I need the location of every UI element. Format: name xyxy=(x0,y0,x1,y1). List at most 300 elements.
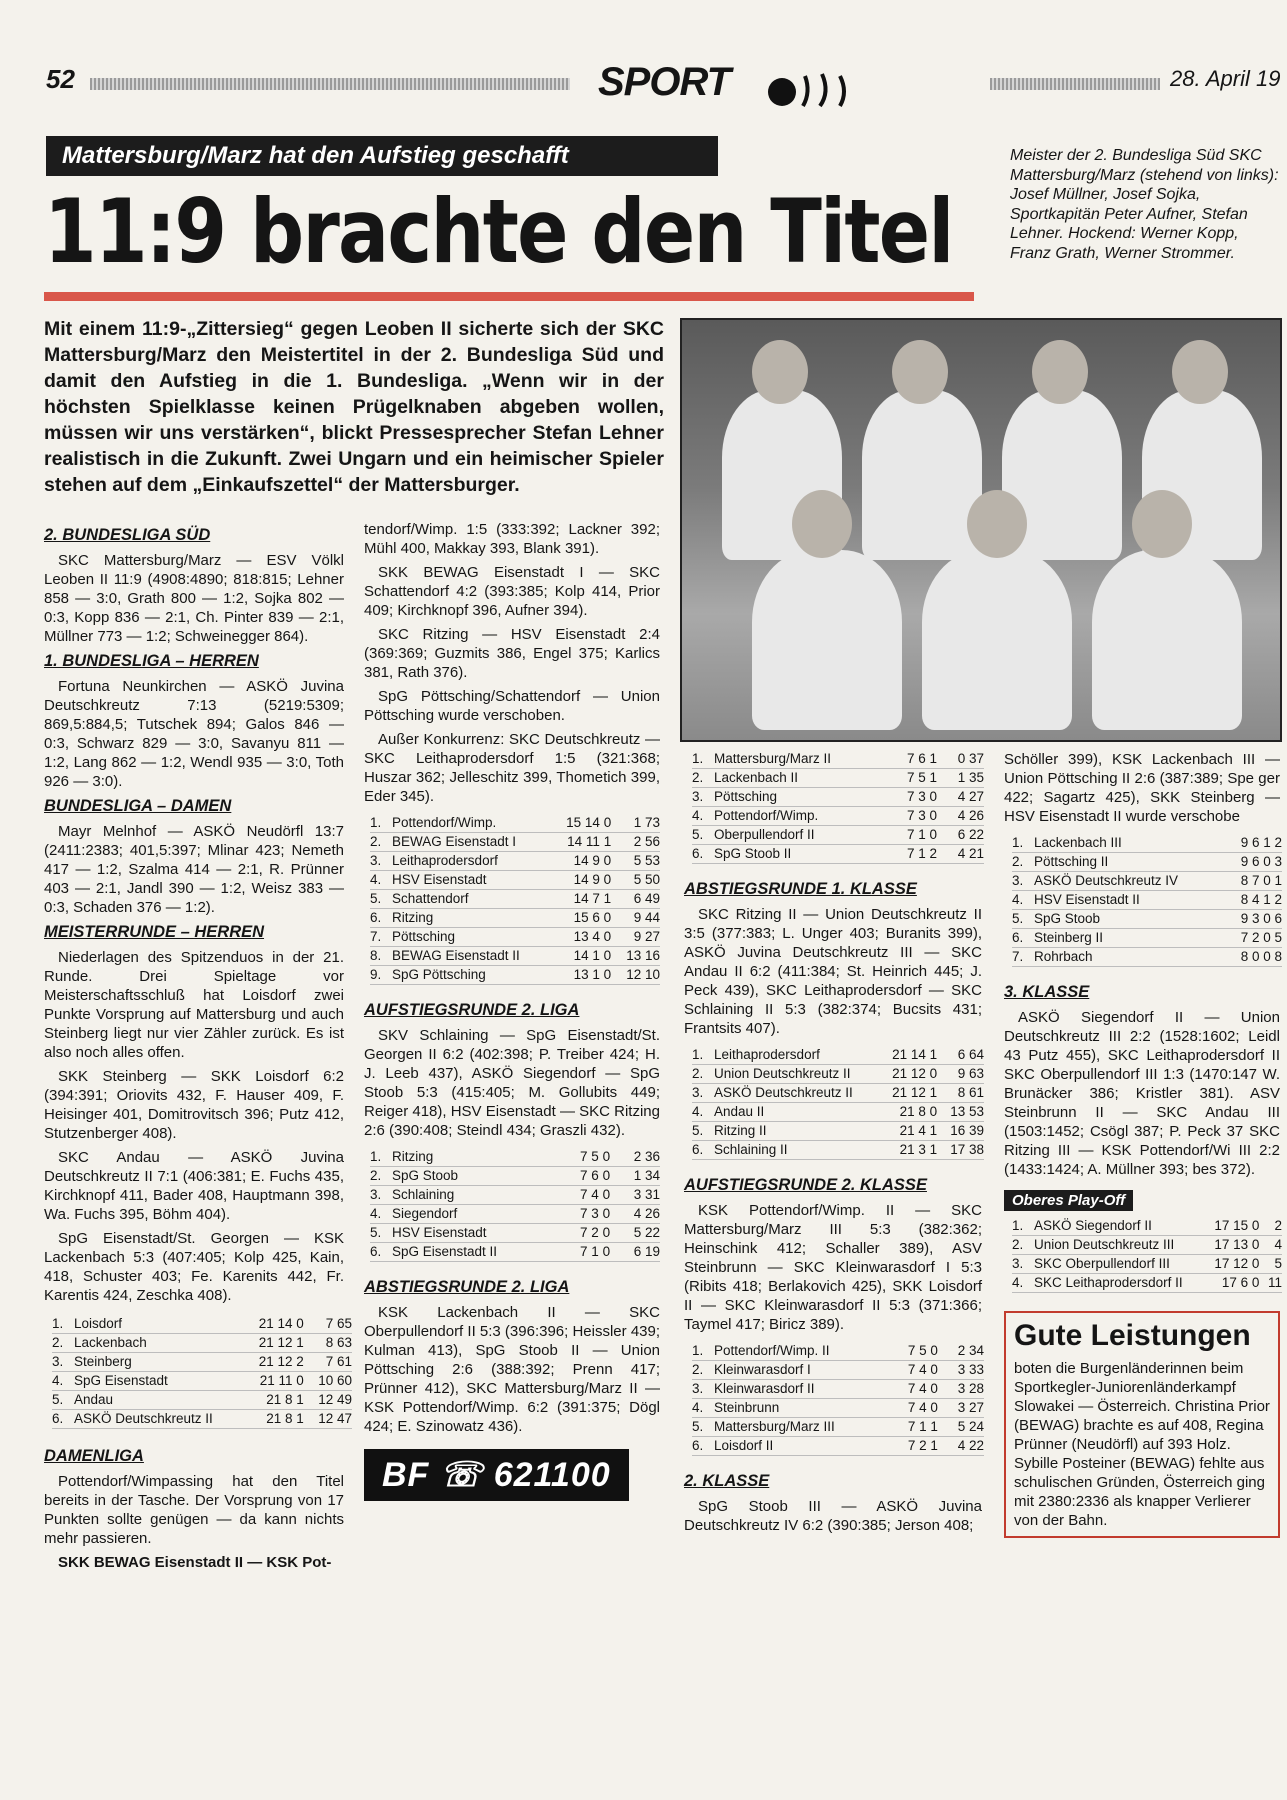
result-text: SpG Pöttsching/Schattendorf — Union Pöttsching wurde verschoben. xyxy=(364,688,660,724)
table-cell: Pottendorf/Wimp. II xyxy=(714,1343,830,1358)
table-row xyxy=(370,1148,660,1167)
result-text: SKK BEWAG Eisenstadt II — KSK Pot- xyxy=(58,1554,332,1571)
table-cell: 5. xyxy=(692,1123,704,1138)
table-cell: 7 6 0 xyxy=(580,1168,611,1183)
table-cell: Lackenbach xyxy=(74,1335,147,1350)
table-row xyxy=(1012,1255,1282,1274)
table-cell: 1 73 xyxy=(633,815,660,830)
table-cell: Oberpullendorf II xyxy=(714,827,815,842)
result-text: SKC Mattersburg/Marz — ESV Völkl Leoben II 11:9 (4908:4890; 818:815; Lehner 858 — 3:0, Grath 800 — 1:2, Sojka 802 — 0:3, Kopp 836 — 2:1, Ch. Pinter 839 — 2:1, Müllner 773 — 1:2; Schweinegger 864). xyxy=(44,552,344,645)
table-cell: Loisdorf xyxy=(74,1316,123,1331)
table-cell: 13 16 xyxy=(626,948,660,963)
table-cell: Andau II xyxy=(714,1104,765,1119)
table-cell: 6. xyxy=(692,846,704,861)
table-cell: SpG Eisenstadt xyxy=(74,1373,168,1388)
result-text: KSK Pottendorf/Wimp. II — SKC Mattersburg/Marz III 5:3 (382:362; Heinschink 412; Schaller 389), ASV Steinbrunn — SKC Kleinwarasdorf I 5:3 (Ribits 418; Berlakovich 425), SKK Loisdorf II — SKC Kleinwarasdorf II 5:3 (371:366; Taymel 417; Biricz 389). xyxy=(684,1202,982,1333)
table-cell: 7 5 1 xyxy=(906,770,937,785)
table-cell: 9. xyxy=(370,967,382,982)
table-cell: 14 9 0 xyxy=(573,853,612,868)
header-rule-left xyxy=(90,78,570,90)
table-cell: 7 4 0 xyxy=(907,1381,938,1396)
table-row xyxy=(52,1410,352,1429)
table-cell: 1. xyxy=(370,815,382,830)
table-cell: 8 63 xyxy=(325,1335,352,1350)
table-cell: 2. xyxy=(1012,854,1024,869)
table-row xyxy=(692,1361,984,1380)
table-cell: SpG Stoob II xyxy=(714,846,792,861)
table-row xyxy=(692,1437,984,1456)
section-title: ABSTIEGSRUNDE 1. KLASSE xyxy=(684,880,917,898)
table-cell: 3. xyxy=(1012,1256,1024,1271)
table-cell: 1. xyxy=(1012,1218,1024,1233)
table-row xyxy=(1012,872,1282,891)
table-cell: 4 xyxy=(1274,1237,1282,1252)
table-cell: BEWAG Eisenstadt II xyxy=(392,948,520,963)
table-cell: 3. xyxy=(1012,873,1024,888)
table-cell: 7 4 0 xyxy=(907,1362,938,1377)
table-cell: 6 49 xyxy=(633,891,660,906)
table-cell: SpG Eisenstadt II xyxy=(392,1244,498,1259)
article-text: Niederlagen des Spitzenduos in der 21. Runde. Drei Spieltage vor Meisterschaftsschluß hat Loisdorf zwei Punkte Vorsprung auf Mattersburg und auch Steinberg liegt nur vier Zähler zurück. Es ist also noch alles offen. xyxy=(44,949,344,1061)
table-cell: 12 47 xyxy=(318,1411,352,1426)
result-text: SKK BEWAG Eisenstadt I — SKC Schattendorf 4:2 (393:385; Kolp 414, Prior 409; Kirchknopf 396, Aufner 394). xyxy=(364,564,660,619)
table-cell: 3. xyxy=(692,1085,704,1100)
table-cell: 8 7 0 1 xyxy=(1240,873,1282,888)
table-cell: 5 22 xyxy=(633,1225,660,1240)
table-cell: Lackenbach III xyxy=(1034,835,1122,850)
table-row xyxy=(692,1380,984,1399)
section-title: 2. BUNDESLIGA SÜD xyxy=(44,526,211,544)
table-cell: 4. xyxy=(1012,892,1024,907)
table-cell: 7 2 0 xyxy=(580,1225,611,1240)
table-row xyxy=(52,1391,352,1410)
table-cell: 8 61 xyxy=(957,1085,984,1100)
table-row xyxy=(370,852,660,871)
table-row xyxy=(370,1243,660,1262)
section-title: ABSTIEGSRUNDE 2. LIGA xyxy=(364,1278,570,1296)
headline-underline xyxy=(44,292,974,301)
column-3 xyxy=(684,750,982,1540)
table-cell: 4. xyxy=(692,808,704,823)
table-cell: 2. xyxy=(692,1066,704,1081)
table-row xyxy=(370,966,660,985)
table-row xyxy=(692,845,984,864)
table-cell: 4. xyxy=(1012,1275,1024,1290)
column-2 xyxy=(364,520,660,1501)
standings-table xyxy=(692,1046,984,1160)
table-cell: Leithaprodersdorf xyxy=(392,853,498,868)
lead-paragraph: Mit einem 11:9-„Zittersieg“ gegen Leoben II sicherte sich der SKC Mattersburg/Marz den Meistertitel in der 2. Bundesliga Süd und damit den Aufstieg in die 1. Bundesliga. „Wenn wir in der höchsten Spielklasse keinen Prügelknaben abgeben wollen, müssen wir uns verstärken“, blickt Pressesprecher Stefan Lehner realistisch in die Zukunft. Zwei Ungarn und ein heimischer Spieler stehen auf dem „Einkaufszettel“ der Mattersburger. xyxy=(44,318,664,496)
table-cell: 5 xyxy=(1274,1256,1282,1271)
table-cell: 21 12 0 xyxy=(892,1066,938,1081)
table-cell: Schattendorf xyxy=(392,891,469,906)
team-photo xyxy=(680,318,1282,742)
table-cell: 6. xyxy=(1012,930,1024,945)
table-cell: 6. xyxy=(692,1438,704,1453)
table-cell: Rohrbach xyxy=(1034,949,1093,964)
table-cell: SpG Stoob xyxy=(392,1168,459,1183)
result-text: KSK Lackenbach II — SKC Oberpullendorf II 5:3 (396:396; Heissler 439; Kulman 413), SpG Stoob II — Union Pöttsching 2:6 (388:392; Prenn 417; Prünner 412), SKC Mattersburg/Marz II — KSK Pottendorf/Wimp. 6:2 (391:375; Dögl 424; E. Szinowatz 436). xyxy=(364,1304,661,1435)
table-cell: 13 53 xyxy=(950,1104,984,1119)
table-cell: 15 14 0 xyxy=(566,815,612,830)
table-cell: 7 4 0 xyxy=(907,1400,938,1415)
table-row xyxy=(370,909,660,928)
table-cell: 5 24 xyxy=(957,1419,984,1434)
table-cell: 3 31 xyxy=(633,1187,660,1202)
standings-table xyxy=(692,1342,984,1456)
table-cell: 9 27 xyxy=(633,929,660,944)
result-text: SpG Eisenstadt/St. Georgen — KSK Lackenbach 5:3 (407:405; Kolp 425, Kain, 418, Schuster 403; Fe. Karenits 442, Fr. Karentis 424, Zeschka 408). xyxy=(44,1230,344,1304)
table-cell: 4 26 xyxy=(633,1206,660,1221)
table-row xyxy=(370,814,660,833)
table-cell: 1. xyxy=(1012,835,1024,850)
table-row xyxy=(1012,834,1282,853)
box-title: Gute Leistungen xyxy=(1014,1319,1251,1352)
table-row xyxy=(370,833,660,852)
standings-table xyxy=(370,814,660,985)
table-cell: Loisdorf II xyxy=(714,1438,774,1453)
table-cell: 9 3 0 6 xyxy=(1240,911,1282,926)
table-cell: 16 39 xyxy=(950,1123,984,1138)
table-cell: 11 xyxy=(1267,1275,1282,1290)
table-cell: HSV Eisenstadt II xyxy=(1034,892,1140,907)
table-cell: HSV Eisenstadt xyxy=(392,872,487,887)
table-cell: 4. xyxy=(370,872,382,887)
table-row xyxy=(370,871,660,890)
table-cell: 2. xyxy=(692,770,704,785)
table-cell: 4. xyxy=(370,1206,382,1221)
table-cell: 1. xyxy=(692,751,704,766)
table-cell: 2. xyxy=(1012,1237,1024,1252)
table-row xyxy=(370,1205,660,1224)
table-cell: 5. xyxy=(692,827,704,842)
table-cell: Pottendorf/Wimp. xyxy=(714,808,819,823)
table-cell: 9 6 1 2 xyxy=(1240,835,1282,850)
table-cell: 5. xyxy=(1012,911,1024,926)
table-cell: 7 4 0 xyxy=(580,1187,611,1202)
table-cell: 5 53 xyxy=(633,853,660,868)
table-cell: 14 9 0 xyxy=(573,872,612,887)
table-cell: 21 14 1 xyxy=(892,1047,938,1062)
table-cell: 2 56 xyxy=(633,834,660,849)
table-cell: 21 11 0 xyxy=(259,1373,304,1388)
table-cell: 6. xyxy=(692,1142,704,1157)
standings-table xyxy=(370,1148,660,1262)
result-text: SKK Steinberg — SKK Loisdorf 6:2 (394:391; Oriovits 432, F. Hauser 409, F. Heisinger 401, Domitrovitsch 396; Putz 412, Stutzenberger 408). xyxy=(44,1068,344,1142)
table-row xyxy=(370,890,660,909)
table-cell: 1. xyxy=(370,1149,382,1164)
page-header xyxy=(0,60,1287,110)
table-cell: 0 37 xyxy=(957,751,984,766)
table-cell: ASKÖ Deutschkreutz II xyxy=(74,1411,213,1426)
table-row xyxy=(1012,1217,1282,1236)
table-cell: 7 5 0 xyxy=(907,1343,938,1358)
table-row xyxy=(692,1046,984,1065)
table-row xyxy=(692,1065,984,1084)
table-cell: 7 5 0 xyxy=(580,1149,611,1164)
table-cell: 21 14 0 xyxy=(258,1316,304,1331)
table-cell: 2. xyxy=(52,1335,64,1350)
table-cell: 6 19 xyxy=(633,1244,660,1259)
table-cell: Kleinwarasdorf I xyxy=(714,1362,811,1377)
table-cell: 21 8 1 xyxy=(266,1392,304,1407)
table-cell: Union Deutschkreutz III xyxy=(1034,1237,1175,1252)
table-cell: 2. xyxy=(692,1362,704,1377)
table-cell: 4 22 xyxy=(957,1438,984,1453)
section-title: 3. KLASSE xyxy=(1004,983,1090,1001)
table-cell: 7 1 0 xyxy=(906,827,937,842)
table-cell: 1 35 xyxy=(957,770,984,785)
result-text: ASKÖ Siegendorf II — Union Deutschkreutz III 2:2 (1528:1602; Leidl 43 Putz 455), SKC Leithaprodersdorf II SKC Oberpullendorf III 1:3 (1470:147 W. Brunäcker 386; Kristler 381). ASV Steinbrunn II — SKC Andau III (1503:1452; Csögl 387; P. Peck 37 SKC Ritzing III — KSK Pottendorf/Wi III 2:2 (1433:1424; A. Müllner 393; bes 372). xyxy=(1004,1009,1280,1178)
table-row xyxy=(692,1342,984,1361)
section-title: 2. KLASSE xyxy=(684,1472,770,1490)
table-cell: Lackenbach II xyxy=(714,770,799,785)
table-cell: 3 33 xyxy=(957,1362,984,1377)
table-cell: Schlaining II xyxy=(714,1142,788,1157)
table-row xyxy=(370,947,660,966)
table-row xyxy=(1012,929,1282,948)
table-row xyxy=(1012,853,1282,872)
table-cell: 9 63 xyxy=(957,1066,984,1081)
table-cell: 3 27 xyxy=(957,1400,984,1415)
table-cell: 3. xyxy=(692,1381,704,1396)
table-row xyxy=(692,1141,984,1160)
result-text: Fortuna Neunkirchen — ASKÖ Juvina Deutschkreutz 7:13 (5219:5309; 869,5:884,5; Tutschek 894; Galos 846 — 0:3, Schwarz 829 — 3:0, Savanyu 811 — 1:2, Lang 862 — 1:2, Wendl 935 — 3:0, Toth 926 — 3:0). xyxy=(44,678,344,790)
table-cell: 8 0 0 8 xyxy=(1240,949,1282,964)
table-cell: SKC Leithaprodersdorf II xyxy=(1034,1275,1183,1290)
page-number: 52 xyxy=(46,64,75,94)
table-cell: 4 21 xyxy=(957,846,984,861)
result-text: SKV Schlaining — SpG Eisenstadt/St. Georgen II 6:2 (402:398; P. Treiber 424; H. J. Leeb 437), ASKÖ Siegendorf — SpG Stoob 5:3 (415:405; M. Gollubits 449; Reiger 418), HSV Eisenstadt — SKC Ritzing 2:6 (390:408; Steindl 434; Graszli 432). xyxy=(364,1027,660,1139)
table-cell: 3. xyxy=(370,853,382,868)
table-cell: 12 49 xyxy=(318,1392,352,1407)
table-cell: Andau xyxy=(74,1392,114,1407)
highlight-box xyxy=(1004,1311,1280,1538)
table-row xyxy=(1012,1274,1282,1293)
table-row xyxy=(692,1103,984,1122)
table-cell: 17 6 0 xyxy=(1221,1275,1260,1290)
table-cell: 14 1 0 xyxy=(573,948,612,963)
table-cell: 1 34 xyxy=(633,1168,660,1183)
table-cell: ASKÖ Deutschkreutz II xyxy=(714,1085,853,1100)
table-cell: 14 7 1 xyxy=(573,891,612,906)
table-cell: 8 4 1 2 xyxy=(1240,892,1282,907)
column-1 xyxy=(44,520,352,1577)
table-cell: 13 1 0 xyxy=(573,967,612,982)
result-text: Mayr Melnhof — ASKÖ Neudörfl 13:7 (2411:2383; 401,5:397; Mlinar 423; Nemeth 417 — 1:2, Szalma 414 — 2:1, R. Prünner 403 — 2:1, Jandl 390 — 1:2, Weisz 383 — 0:3, Schaden 376 — 1:2). xyxy=(44,823,344,916)
section-title: DAMENLIGA xyxy=(44,1447,144,1465)
section-title: 1. BUNDESLIGA – HERREN xyxy=(44,652,259,670)
table-cell: 21 12 2 xyxy=(258,1354,304,1369)
table-cell: 5 50 xyxy=(633,872,660,887)
result-text: SKC Ritzing — HSV Eisenstadt 2:4 (369:369; Guzmits 386, Engel 375; Karlics 381, Rath 376). xyxy=(364,626,660,681)
table-cell: Pottendorf/Wimp. xyxy=(392,815,497,830)
table-cell: 21 4 1 xyxy=(899,1123,938,1138)
table-row xyxy=(370,1224,660,1243)
table-cell: Ritzing II xyxy=(714,1123,767,1138)
photo-caption: Meister der 2. Bundesliga Süd SKC Mattersburg/Marz (stehend von links): Josef Müllner, Josef Sojka, Sportkapitän Peter Aufner, Stefan Lehner. Hockend: Werner Kopp, Franz Grath, Werner Strommer. xyxy=(1010,147,1279,262)
table-cell: 6. xyxy=(370,1244,382,1259)
result-text: Schöller 399), KSK Lackenbach III — Union Pöttsching II 2:6 (387:389; Spe ger 422; Sagartz 425), SKK Steinberg — HSV Eisenstadt II wurde verschobe xyxy=(1004,751,1280,825)
table-cell: Pöttsching xyxy=(392,929,456,944)
table-cell: Pöttsching II xyxy=(1034,854,1109,869)
table-row xyxy=(370,928,660,947)
table-cell: 21 3 1 xyxy=(899,1142,938,1157)
article-text: Pottendorf/Wimpassing hat den Titel bereits in der Tasche. Der Vorsprung von 17 Punkten sollte genügen — da kann nichts mehr passieren. xyxy=(44,1473,344,1547)
table-cell: 3 28 xyxy=(957,1381,984,1396)
kicker: Mattersburg/Marz hat den Aufstieg geschafft xyxy=(46,136,718,176)
table-cell: 7 61 xyxy=(325,1354,352,1369)
table-cell: 6. xyxy=(370,910,382,925)
table-cell: 7 6 1 xyxy=(906,751,937,766)
table-cell: 6 64 xyxy=(957,1047,984,1062)
playoff-label: Oberes Play-Off xyxy=(1004,1190,1133,1211)
table-cell: 8. xyxy=(370,948,382,963)
table-cell: 4. xyxy=(692,1104,704,1119)
table-cell: 15 6 0 xyxy=(573,910,612,925)
table-cell: 7. xyxy=(370,929,382,944)
table-cell: Leithaprodersdorf xyxy=(714,1047,820,1062)
result-text: SKC Ritzing II — Union Deutschkreutz II 3:5 (377:383; L. Unger 403; Buranits 399), ASKÖ Juvina Deutschkreutz III — SKC Andau II 6:2 (411:384; St. Heinrich 445; J. Peck 439), SKC Leithaprodersdorf — SKC Schlaining II 5:3 (382:374; Bucsits 431; Frantsits 407). xyxy=(684,906,982,1037)
table-row xyxy=(1012,948,1282,967)
table-cell: Steinberg II xyxy=(1034,930,1104,945)
table-cell: 17 12 0 xyxy=(1214,1256,1260,1271)
table-cell: 21 8 1 xyxy=(266,1411,304,1426)
table-cell: 3. xyxy=(692,789,704,804)
table-cell: 3. xyxy=(52,1354,64,1369)
table-cell: 7 3 0 xyxy=(906,789,937,804)
table-row xyxy=(692,1399,984,1418)
table-cell: 5. xyxy=(692,1419,704,1434)
table-cell: 9 6 0 3 xyxy=(1240,854,1282,869)
table-cell: Kleinwarasdorf II xyxy=(714,1381,815,1396)
table-cell: 7. xyxy=(1012,949,1024,964)
table-cell: Ritzing xyxy=(392,1149,434,1164)
section-title: MEISTERRUNDE – HERREN xyxy=(44,923,265,941)
table-row xyxy=(1012,891,1282,910)
table-cell: 12 10 xyxy=(626,967,660,982)
table-cell: 7 1 0 xyxy=(580,1244,611,1259)
table-row xyxy=(692,807,984,826)
column-4 xyxy=(1004,750,1280,1538)
table-cell: 17 38 xyxy=(950,1142,984,1157)
table-cell: 5. xyxy=(370,891,382,906)
table-cell: 21 8 0 xyxy=(899,1104,938,1119)
table-row xyxy=(370,1186,660,1205)
table-cell: 13 4 0 xyxy=(573,929,612,944)
table-cell: 5. xyxy=(52,1392,64,1407)
table-cell: 21 12 1 xyxy=(892,1085,938,1100)
box-text: boten die Burgenländerinnen beim Sportkegler-Juniorenländerkampf Slowakei — Österreich. Christina Prior (BEWAG) brachte es auf 408, Regina Prünner (Neudörfl) auf 393 Holz. Sybille Posteiner (BEWAG) fehlte aus schulischen Gründen, Österreich ging mit 2380:2336 als knapper Verlierer von der Bahn. xyxy=(1014,1360,1270,1529)
standings-table xyxy=(52,1315,352,1429)
table-cell: ASKÖ Deutschkreutz IV xyxy=(1034,873,1179,888)
table-cell: Steinbrunn xyxy=(714,1400,780,1415)
headline: 11:9 brachte den Titel xyxy=(44,180,953,283)
table-cell: SKC Oberpullendorf III xyxy=(1034,1256,1170,1271)
phone-badge: BF ☏ 621100 xyxy=(364,1449,629,1501)
section-label: SPORT xyxy=(598,60,731,104)
table-cell: 2 34 xyxy=(957,1343,984,1358)
table-cell: 7 1 1 xyxy=(907,1419,938,1434)
table-cell: 4. xyxy=(692,1400,704,1415)
table-cell: 17 15 0 xyxy=(1214,1218,1260,1233)
table-cell: Ritzing xyxy=(392,910,434,925)
table-cell: 10 60 xyxy=(318,1373,352,1388)
table-cell: 7 2 0 5 xyxy=(1240,930,1282,945)
table-cell: 5. xyxy=(370,1225,382,1240)
result-text: SpG Stoob III — ASKÖ Juvina Deutschkreutz IV 6:2 (390:385; Jerson 408; xyxy=(684,1498,982,1534)
standings-table xyxy=(692,750,984,864)
table-row xyxy=(692,769,984,788)
table-cell: 6 22 xyxy=(957,827,984,842)
section-title: BUNDESLIGA – DAMEN xyxy=(44,797,232,815)
table-cell: 14 11 1 xyxy=(567,834,612,849)
table-cell: Union Deutschkreutz II xyxy=(714,1066,851,1081)
table-cell: 4 27 xyxy=(957,789,984,804)
table-row xyxy=(692,1122,984,1141)
table-cell: 7 1 2 xyxy=(906,846,937,861)
table-cell: 1. xyxy=(692,1343,704,1358)
table-cell: HSV Eisenstadt xyxy=(392,1225,487,1240)
table-cell: Pöttsching xyxy=(714,789,778,804)
table-row xyxy=(692,750,984,769)
table-cell: 3. xyxy=(370,1187,382,1202)
table-cell: 2. xyxy=(370,1168,382,1183)
table-cell: 4. xyxy=(52,1373,64,1388)
table-row xyxy=(1012,910,1282,929)
table-row xyxy=(370,1167,660,1186)
table-cell: Steinberg xyxy=(74,1354,132,1369)
table-cell: 7 3 0 xyxy=(580,1206,611,1221)
table-cell: 21 12 1 xyxy=(258,1335,304,1350)
standings-table xyxy=(1012,834,1282,967)
table-cell: 17 13 0 xyxy=(1214,1237,1260,1252)
table-row xyxy=(1012,1236,1282,1255)
bowling-logo-icon xyxy=(760,70,880,110)
table-cell: Mattersburg/Marz III xyxy=(714,1419,835,1434)
table-cell: 9 44 xyxy=(633,910,660,925)
table-cell: 7 2 1 xyxy=(907,1438,938,1453)
table-cell: 7 65 xyxy=(325,1316,352,1331)
table-cell: 1. xyxy=(52,1316,64,1331)
table-cell: 7 3 0 xyxy=(906,808,937,823)
table-row xyxy=(692,1418,984,1437)
table-cell: Mattersburg/Marz II xyxy=(714,751,832,766)
table-row xyxy=(52,1353,352,1372)
table-cell: ASKÖ Siegendorf II xyxy=(1034,1218,1152,1233)
issue-date: 28. April 19 xyxy=(1170,66,1281,91)
table-row xyxy=(52,1315,352,1334)
result-text: SKC Andau — ASKÖ Juvina Deutschkreutz II 7:1 (406:381; E. Fuchs 435, Kirchknopf 411, Bader 408, Hauptmann 398, Wa. Fuchs 395, Böhm 404). xyxy=(44,1149,344,1223)
header-rule-right xyxy=(990,78,1160,90)
table-row xyxy=(52,1334,352,1353)
table-cell: SpG Pöttsching xyxy=(392,967,486,982)
section-title: AUFSTIEGSRUNDE 2. LIGA xyxy=(364,1001,580,1019)
table-cell: 2 36 xyxy=(633,1149,660,1164)
section-title: AUFSTIEGSRUNDE 2. KLASSE xyxy=(684,1176,927,1194)
table-cell: Siegendorf xyxy=(392,1206,458,1221)
table-cell: BEWAG Eisenstadt I xyxy=(392,834,517,849)
table-row xyxy=(692,1084,984,1103)
result-text: tendorf/Wimp. 1:5 (333:392; Lackner 392; Mühl 400, Makkay 393, Blank 391). xyxy=(364,521,660,557)
table-cell: 6. xyxy=(52,1411,64,1426)
table-cell: 4 26 xyxy=(957,808,984,823)
standings-table xyxy=(1012,1217,1282,1293)
table-cell: Schlaining xyxy=(392,1187,455,1202)
result-text: Außer Konkurrenz: SKC Deutschkreutz — SKC Leithaprodersdorf 1:5 (321:368; Huszar 362; Jelleschitz 399, Thometich 399, Eder 345). xyxy=(364,731,660,805)
table-row xyxy=(692,788,984,807)
table-cell: 2 xyxy=(1274,1218,1282,1233)
